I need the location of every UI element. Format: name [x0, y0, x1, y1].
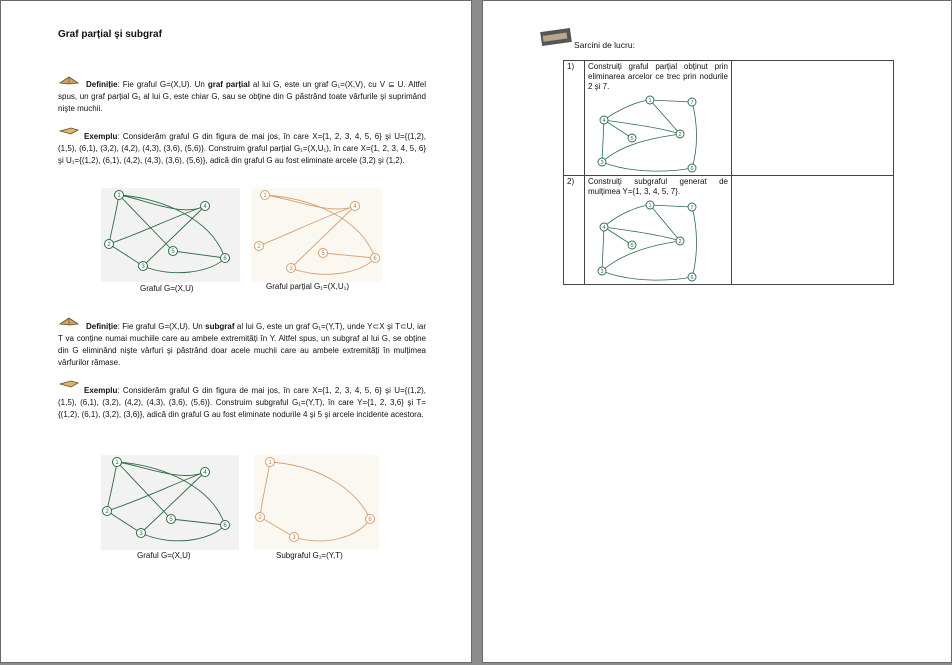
node-label: 2 — [257, 244, 261, 250]
node-label: 4 — [602, 225, 606, 231]
node-label: 6 — [690, 166, 694, 172]
figure-caption: Graful G=(X,U) — [140, 284, 194, 293]
page-title: Graf parțial şi subgraf — [58, 29, 162, 40]
tasks-heading: Sarcini de lucru: — [574, 40, 635, 50]
tasks-image-icon — [540, 28, 572, 46]
task-cell — [585, 61, 732, 176]
example-subgraph: Exemplu: Considerăm graful G din figura de mai jos, în care X={1, 2, 3, 4, 5, 6} şi U={(1,2), (1,5), (6,1), (3,2), (4,2), (4,3), (3,6), (5,6)}. Construim subgraful G₁=(Y,T), în care Y={1, 2, 3,6} şi T={(1,2), (6,1), (3,2), (3,6)}, adică din graful G au fost eliminate nodurile 4 şi 5 şi arcele incidente acestora. — [58, 386, 426, 419]
figure-graph-g — [101, 455, 239, 550]
node-label: 3 — [289, 266, 293, 272]
node-label: 3 — [600, 160, 604, 166]
node-label: 4 — [353, 204, 357, 210]
task-graph-figure — [592, 94, 704, 174]
node-label: 3 — [141, 264, 145, 270]
node-label: 2 — [107, 242, 111, 248]
task-cell — [585, 176, 732, 285]
table-row — [564, 176, 894, 285]
node-label: 6 — [373, 256, 377, 262]
answer-cell — [732, 176, 894, 285]
node-label: 5 — [171, 249, 175, 255]
figure-partial-graph — [251, 188, 382, 282]
node-label: 1 — [263, 193, 267, 199]
table-row — [564, 61, 894, 176]
node-label: 1 — [648, 203, 652, 209]
node-label: 2 — [258, 515, 262, 521]
node-label: 1 — [268, 460, 272, 466]
task-number: 1) — [564, 61, 585, 176]
figure-caption: Subgraful G₁=(Y,T) — [276, 551, 343, 560]
node-label: 1 — [117, 193, 121, 199]
answer-cell — [732, 61, 894, 176]
task-text: Construiți graful parțial obținut prin eliminarea arcelor ce trec prin nodurile 2 şi 7. — [588, 62, 728, 91]
definition-label: Definiție — [86, 80, 118, 89]
document-page-2 — [482, 0, 952, 663]
node-label: 3 — [292, 535, 296, 541]
node-label: 1 — [115, 460, 119, 466]
node-label: 2 — [678, 239, 682, 245]
node-label: 6 — [223, 256, 227, 262]
figure-graph-g — [101, 188, 240, 282]
tasks-table — [563, 60, 894, 285]
document-page-1 — [0, 0, 472, 663]
figure-caption: Graful parțial G₁=(X,U₁) — [266, 282, 349, 291]
node-label: 3 — [139, 531, 143, 537]
node-label: 5 — [321, 251, 325, 257]
example-partial-graph: Exemplu: Considerăm graful G din figura de mai jos, în care X={1, 2, 3, 4, 5, 6} şi U={(1,2), (1,5), (6,1), (3,2), (4,2), (4,3), (3,6), (5,6)}. Construim graful parțial G₁=(X,U₁), în care X={1, 2, 3, 4, 5, 6} şi U₁={(1,2), (6,1), (4,2), (4,3), (3,6), (5,6)}, adică din graful G au fost eliminate arcele (3,2) şi (1,2). — [58, 132, 426, 165]
figure-subgraph — [254, 455, 379, 550]
definition-partial-graph: Definiție: Fie graful G=(X,U). Un graf parțial al lui G, este un graf G₁=(X,V), cu V ⊆ U. Altfel spus, un graf parțial G₁ al lui G, este chiar G, sau se obține din G păstrând toate vârfurile şi suprimând nişte muchii. — [58, 80, 427, 113]
figure-caption: Graful G=(X,U) — [137, 551, 191, 560]
node-label: 2 — [105, 509, 109, 515]
node-label: 7 — [690, 205, 694, 211]
node-label: 2 — [678, 132, 682, 138]
node-label: 4 — [203, 470, 207, 476]
definition-subgraph: Definiție: Fie graful G=(X,U). Un subgraf al lui G, este un graf G₁=(Y,T), unde Y⊂X şi T⊂U, iar T va conține numai muchiile care au ambele extremități în Y. Altfel spus, un subgraf al lui G, se obține din G eliminând nişte vârfuri şi păstrând doar acele muchii care au ambele extremități în mulțimea vârfurilor rămase. — [58, 322, 426, 367]
node-label: 6 — [368, 517, 372, 523]
task-number: 2) — [564, 176, 585, 285]
node-label: 5 — [630, 243, 634, 249]
node-label: 4 — [602, 118, 606, 124]
node-label: 6 — [223, 523, 227, 529]
node-label: 3 — [600, 269, 604, 275]
node-label: 4 — [203, 204, 207, 210]
node-label: 7 — [690, 100, 694, 106]
node-label: 1 — [648, 98, 652, 104]
node-label: 6 — [690, 275, 694, 281]
task-graph-figure — [592, 199, 704, 283]
node-label: 5 — [630, 136, 634, 142]
task-text: Construiți subgraful generat de mulțimea Y={1, 3, 4, 5, 7}. — [588, 177, 728, 196]
node-label: 5 — [169, 517, 173, 523]
